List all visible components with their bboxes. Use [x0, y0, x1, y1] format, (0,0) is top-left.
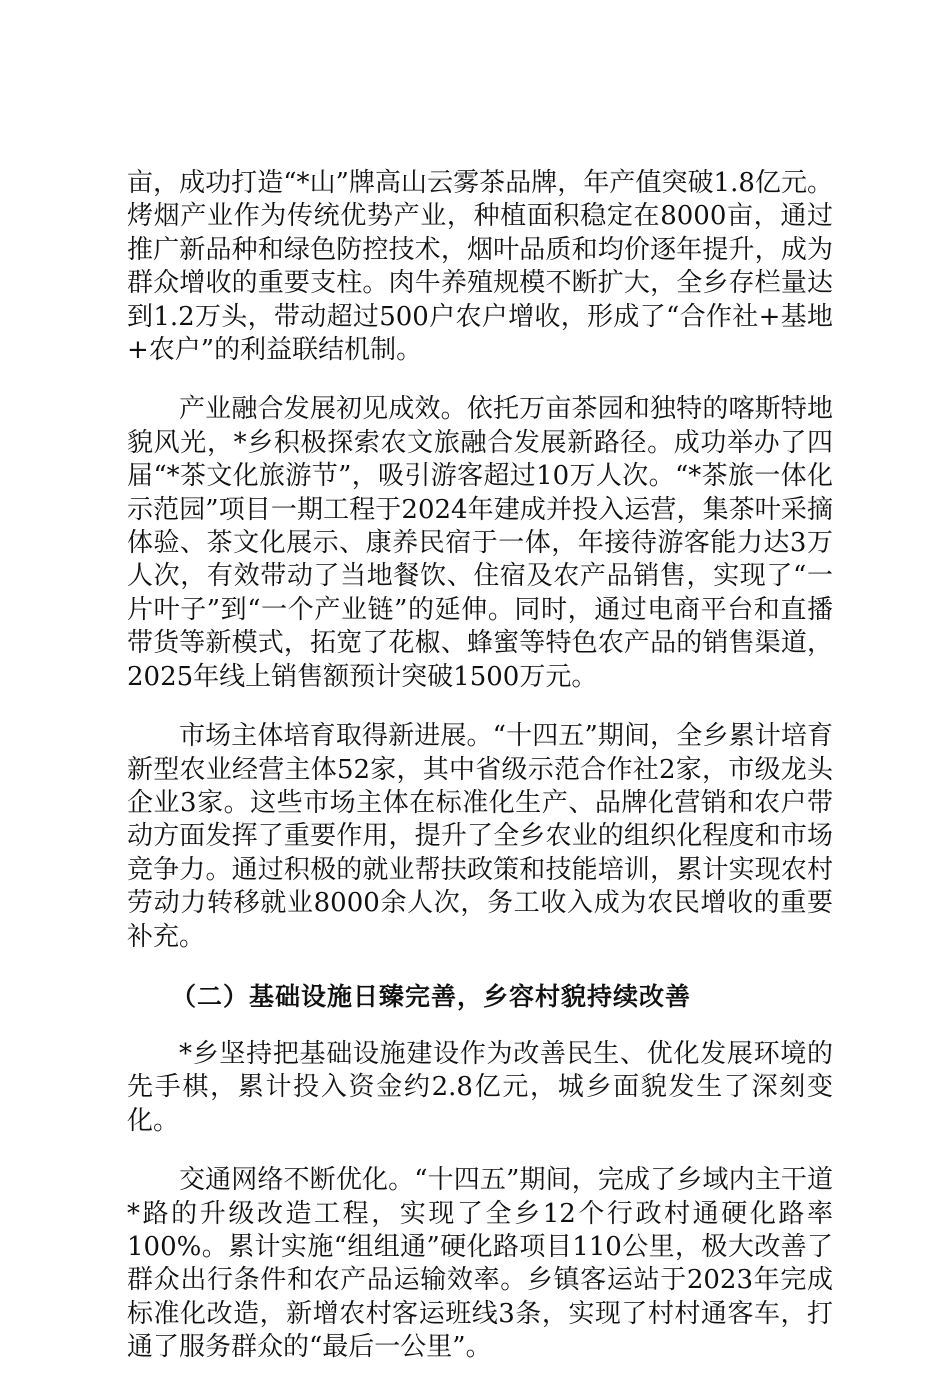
- paragraph-infrastructure-intro: *乡坚持把基础设施建设作为改善民生、优化发展环境的先手棋，累计投入资金约2.8亿元，城乡面貌发生了深刻变化。: [127, 1038, 833, 1136]
- paragraph-market-entities: 市场主体培育取得新进展。“十四五”期间，全乡累计培育新型农业经营主体52家，其中省级示范合作社2家，市级龙头企业3家。这些市场主体在标准化生产、品牌化营销和农户带动方面发挥了重要作用，提升了全乡农业的组织化程度和市场竞争力。通过积极的就业帮扶政策和技能培训，累计实现农村劳动力转移就业8000余人次，务工收入成为农民增收的重要补充。: [127, 721, 833, 952]
- paragraph-industry-integration: 产业融合发展初见成效。依托万亩茶园和独特的喀斯特地貌风光，*乡积极探索农文旅融合发展新路径。成功举办了四届“*茶文化旅游节”，吸引游客超过10万人次。“*茶旅一体化示范园”项目一期工程于2024年建成并投入运营，集茶叶采摘体验、茶文化展示、康养民宿于一体，年接待游客能力达3万人次，有效带动了当地餐饮、住宿及农产品销售，实现了“一片叶子”到“一个产业链”的延伸。同时，通过电商平台和直播带货等新模式，拓宽了花椒、蜂蜜等特色农产品的销售渠道，2025年线上销售额预计突破1500万元。: [127, 394, 833, 692]
- paragraph-transport-network: 交通网络不断优化。“十四五”期间，完成了乡域内主干道*路的升级改造工程，实现了全乡12个行政村通硬化路率100%。累计实施“组组通”硬化路项目110公里，极大改善了群众出行条件和农产品运输效率。乡镇客运站于2023年完成标准化改造，新增农村客运班线3条，实现了村村通客车，打通了服务群众的“最后一公里”。: [127, 1165, 833, 1363]
- paragraph-tea-tobacco-cattle: 亩，成功打造“*山”牌高山云雾茶品牌，年产值突破1.8亿元。烤烟产业作为传统优势产业，种植面积稳定在8000亩，通过推广新品种和绿色防控技术，烟叶品质和均价逐年提升，成为群众增收的重要支柱。肉牛养殖规模不断扩大，全乡存栏量达到1.2万头，带动超过500户农户增收，形成了“合作社+基地+农户”的利益联结机制。: [127, 168, 833, 366]
- document-body: [127, 167, 833, 1391]
- section-heading: （二）基础设施日臻完善，乡容村貌持续改善: [171, 981, 692, 1011]
